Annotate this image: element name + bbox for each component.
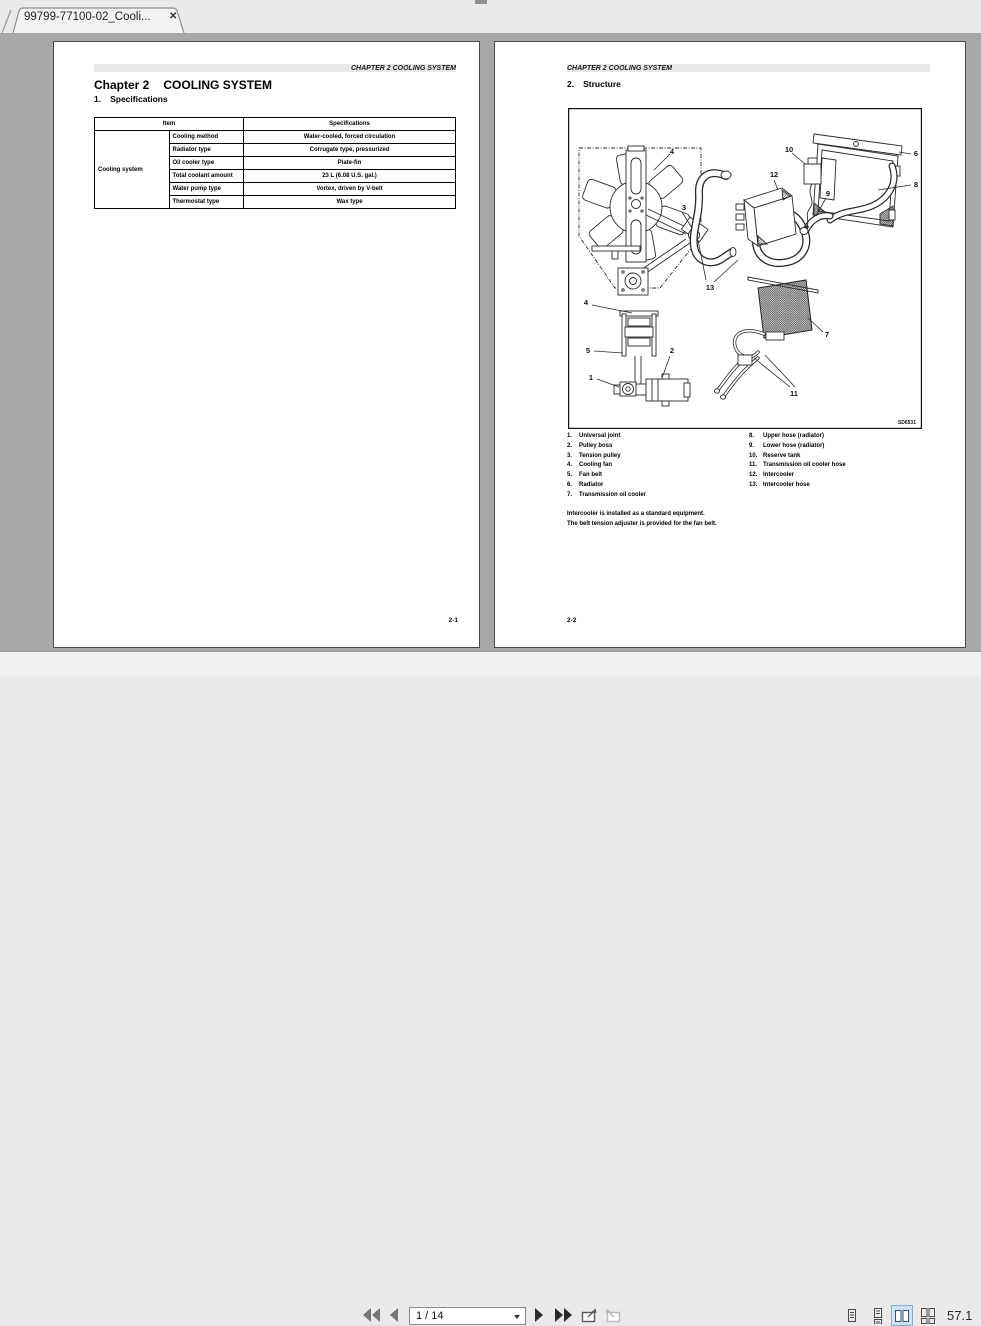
- figure-callout: 4: [669, 147, 675, 156]
- spec-cell: Corrugate type, pressurized: [244, 144, 456, 157]
- chapter-label: Chapter 2: [94, 78, 150, 92]
- figure-callout: 1: [588, 373, 594, 382]
- parts-list-item: 11. Transmission oil cooler hose: [749, 462, 846, 469]
- parts-list-item: 2. Pulley boss: [567, 442, 613, 449]
- section-number: 2.: [567, 79, 575, 89]
- spec-cell: Vortex, driven by V-belt: [244, 183, 456, 196]
- parts-list-item: 5. Fan belt: [567, 472, 603, 479]
- two-page-continuous-layout-button[interactable]: [917, 1305, 939, 1326]
- parts-list-item: 3. Tension pulley: [567, 452, 621, 459]
- parts-list-right: [749, 432, 846, 491]
- viewer-toolbar: [0, 650, 981, 1323]
- figure-callout: 5: [585, 346, 591, 355]
- continuous-layout-button[interactable]: [867, 1305, 889, 1326]
- note-line: Intercooler is installed as a standard equipment.: [567, 511, 705, 517]
- document-tab[interactable]: 99799-77100-02_Cooli...: [24, 11, 151, 23]
- figure-callout: 3: [681, 203, 687, 212]
- page-left: [53, 41, 480, 648]
- section-heading: [94, 94, 168, 104]
- spec-cell: Water-cooled, forced circulation: [244, 131, 456, 144]
- item-cell: Thermostat type: [169, 196, 244, 209]
- col-header-spec: Specifications: [244, 118, 456, 131]
- parts-list-item: 10. Reserve tank: [749, 452, 801, 459]
- figure-callout: 13: [705, 283, 715, 292]
- item-cell: Cooling method: [169, 131, 244, 144]
- spec-cell: Wax type: [244, 196, 456, 209]
- figure-callout: 8: [913, 180, 919, 189]
- parts-list-item: 7. Transmission oil cooler: [567, 491, 647, 498]
- left-arrow-icon: [389, 1308, 399, 1322]
- running-header: CHAPTER 2 COOLING SYSTEM: [350, 65, 456, 72]
- chapter-title: COOLING SYSTEM: [163, 78, 273, 92]
- figure-callout: 12: [769, 170, 779, 179]
- parts-list-item: 4. Cooling fan: [567, 462, 612, 469]
- single-page-icon: [844, 1308, 860, 1324]
- tab-close-icon[interactable]: ✕: [169, 11, 178, 22]
- item-cell: Oil cooler type: [169, 157, 244, 170]
- section-heading: [567, 79, 621, 89]
- previous-page-button[interactable]: [388, 1307, 400, 1323]
- group-cell: Cooling system: [95, 131, 170, 209]
- running-header-bar: [94, 64, 456, 72]
- window-notch: [475, 0, 487, 4]
- figure-callout: 7: [824, 330, 830, 339]
- figure-callout: 4: [583, 298, 589, 307]
- table-row: [95, 131, 456, 144]
- parts-list-item: 12. Intercooler: [749, 472, 795, 479]
- section-title: Structure: [583, 79, 621, 89]
- page-number: 2-1: [448, 617, 458, 624]
- double-right-arrow-icon: [554, 1308, 572, 1322]
- continuous-page-icon: [870, 1308, 886, 1324]
- first-page-button[interactable]: [362, 1307, 382, 1323]
- previous-view-icon: [580, 1307, 598, 1323]
- item-cell: Water pump type: [169, 183, 244, 196]
- two-page-icon: [894, 1308, 910, 1324]
- page-right: [494, 41, 966, 648]
- parts-list-left: [567, 432, 646, 501]
- figure-code: SD6531: [897, 420, 916, 426]
- figure-callout: 6: [913, 149, 919, 158]
- item-cell: Total coolant amount: [169, 170, 244, 183]
- next-view-button[interactable]: [603, 1307, 623, 1323]
- document-viewer: [0, 33, 981, 650]
- page-number-combobox[interactable]: [409, 1307, 526, 1325]
- zoom-level[interactable]: 57.1: [947, 1308, 973, 1323]
- parts-list-item: 9. Lower hose (radiator): [749, 442, 825, 449]
- parts-list-item: 13. Intercooler hose: [749, 481, 810, 488]
- spec-cell: Plate-fin: [244, 157, 456, 170]
- figure-callout: 9: [825, 189, 831, 198]
- note-line: The belt tension adjuster is provided for the fan belt.: [567, 521, 717, 527]
- figure-callout: 2: [669, 346, 675, 355]
- double-left-arrow-icon: [363, 1308, 381, 1322]
- figure-callout: 10: [784, 145, 794, 154]
- page-indicator: 1 / 14: [416, 1310, 444, 1322]
- item-cell: Radiator type: [169, 144, 244, 157]
- section-title: Specifications: [110, 94, 168, 104]
- cooling-system-diagram: [568, 108, 922, 429]
- right-arrow-icon: [534, 1308, 544, 1322]
- next-view-icon: [604, 1307, 622, 1323]
- single-page-layout-button[interactable]: [841, 1305, 863, 1326]
- section-number: 1.: [94, 94, 102, 104]
- parts-list-item: 1. Universal joint: [567, 433, 621, 439]
- chapter-heading: [94, 78, 272, 92]
- chevron-down-icon: [514, 1315, 520, 1319]
- table-header-row: [95, 118, 456, 131]
- parts-list-item: 6. Radiator: [567, 481, 604, 488]
- running-header: CHAPTER 2 COOLING SYSTEM: [567, 65, 673, 72]
- previous-view-button[interactable]: [579, 1307, 599, 1323]
- last-page-button[interactable]: [553, 1307, 573, 1323]
- two-page-continuous-icon: [920, 1308, 936, 1324]
- spec-cell: 23 L (6.08 U.S. gal.): [244, 170, 456, 183]
- two-page-layout-button[interactable]: [891, 1305, 913, 1326]
- figure-callout: 11: [790, 389, 798, 398]
- col-header-item: Item: [95, 118, 244, 131]
- parts-list-item: 8. Upper hose (radiator): [749, 433, 825, 439]
- tab-strip: [0, 0, 981, 33]
- running-header-bar: [567, 64, 930, 72]
- next-page-button[interactable]: [533, 1307, 545, 1323]
- page-number: 2-2: [567, 617, 577, 624]
- specifications-table: [94, 117, 456, 209]
